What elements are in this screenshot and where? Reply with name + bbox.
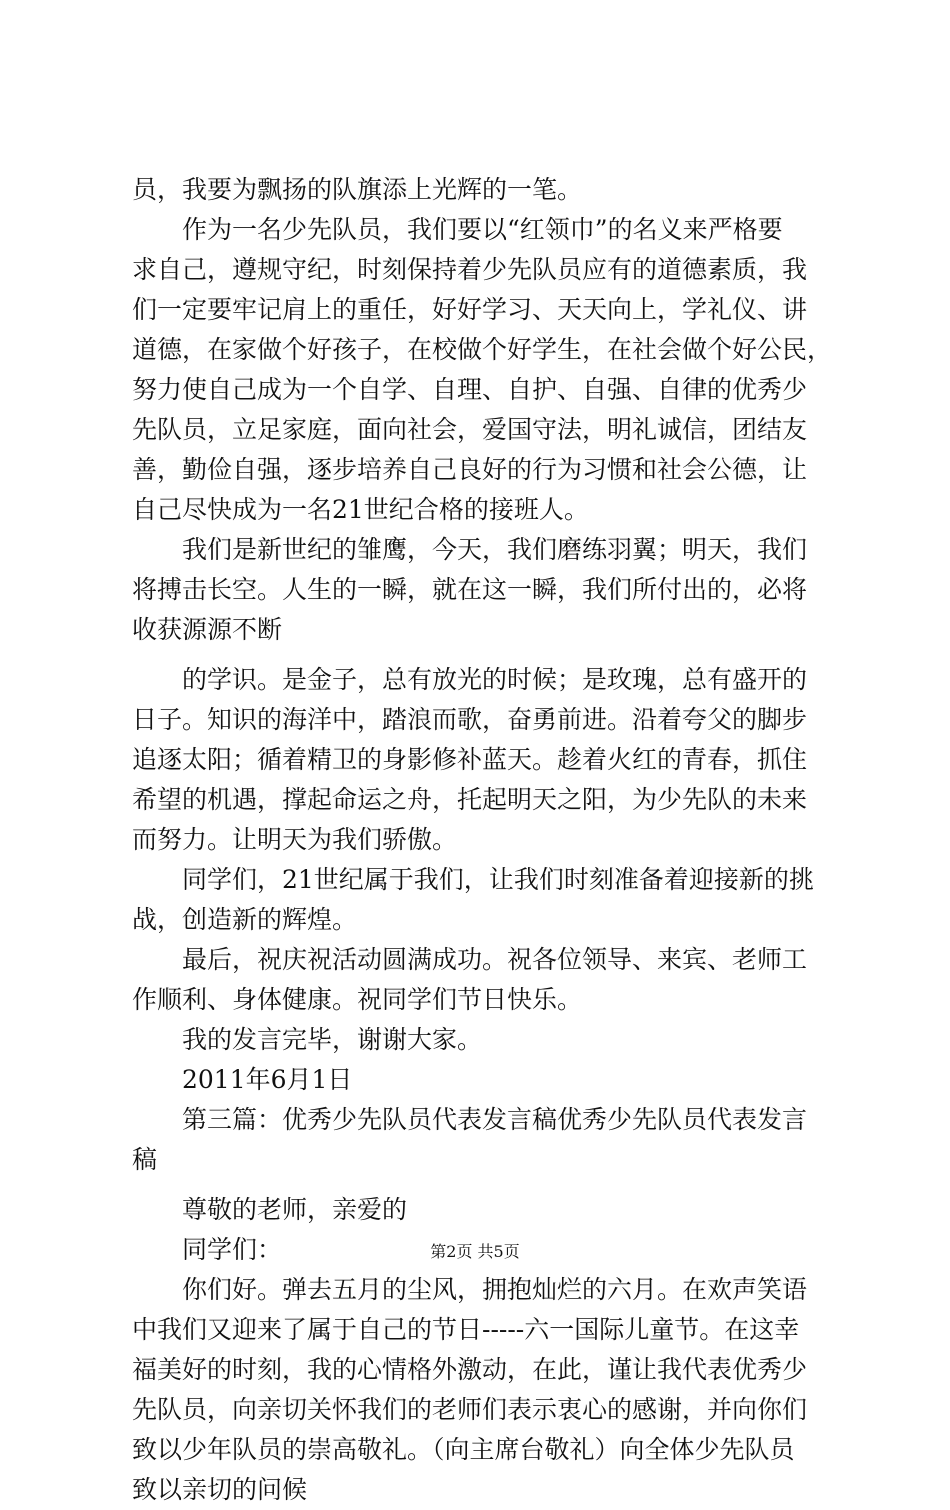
text-line: 善，勤俭自强，逐步培养自己良好的行为习惯和社会公德，让	[132, 455, 808, 484]
page-number-footer: 第2页 共5页	[430, 1242, 520, 1261]
text-line: 先队员，向亲切关怀我们的老师们表示衷心的感谢，并向你们	[132, 1395, 808, 1424]
text-line: 追逐太阳；循着精卫的身影修补蓝天。趁着火红的青春，抓住	[132, 745, 808, 774]
text-line: 自己尽快成为一名21世纪合格的接班人。	[132, 495, 589, 524]
text-line: 福美好的时刻，我的心情格外激动，在此，谨让我代表优秀少	[132, 1355, 808, 1384]
text-line: 中我们又迎来了属于自己的节日-----六一国际儿童节。在这幸	[132, 1315, 800, 1344]
text-line: 致以亲切的问候	[132, 1475, 308, 1504]
text-line: 们一定要牢记肩上的重任，好好学习、天天向上，学礼仪、讲	[132, 295, 808, 324]
section-heading-continued: 稿	[132, 1145, 158, 1174]
text-line: 最后，祝庆祝活动圆满成功。祝各位领导、来宾、老师工	[182, 945, 808, 974]
document-body	[132, 170, 842, 1510]
text-line: 作顺利、身体健康。祝同学们节日快乐。	[132, 985, 583, 1014]
text-line: 先队员，立足家庭，面向社会，爱国守法，明礼诚信，团结友	[132, 415, 808, 444]
text-line: 同学们，21世纪属于我们，让我们时刻准备着迎接新的挑	[182, 865, 814, 894]
text-line: 道德，在家做个好孩子，在校做个好学生，在社会做个好公民，	[132, 335, 833, 364]
text-line: 战，创造新的辉煌。	[132, 905, 358, 934]
text-line: 日子。知识的海洋中，踏浪而歌，奋勇前进。沿着夸父的脚步	[132, 705, 808, 734]
text-line: 求自己，遵规守纪，时刻保持着少先队员应有的道德素质，我	[132, 255, 808, 284]
text-line: 努力使自己成为一个自学、自理、自护、自强、自律的优秀少	[132, 375, 808, 404]
text-line: 作为一名少先队员，我们要以“红领巾”的名义来严格要	[182, 215, 783, 244]
text-line: 而努力。让明天为我们骄傲。	[132, 825, 458, 854]
salutation-line: 尊敬的老师，亲爱的	[182, 1195, 408, 1224]
section-heading: 第三篇：优秀少先队员代表发言稿优秀少先队员代表发言	[182, 1105, 808, 1134]
text-line: 员，我要为飘扬的队旗添上光辉的一笔。	[132, 175, 583, 204]
text-line: 我们是新世纪的雏鹰，今天，我们磨练羽翼；明天，我们	[182, 535, 808, 564]
text-line: 致以少年队员的崇高敬礼。（向主席台敬礼）向全体少先队员	[132, 1435, 795, 1464]
text-line: 我的发言完毕，谢谢大家。	[182, 1025, 483, 1054]
text-line: 的学识。是金子，总有放光的时候；是玫瑰，总有盛开的	[182, 665, 808, 694]
salutation-line: 同学们：	[182, 1235, 283, 1264]
text-line: 将搏击长空。人生的一瞬，就在这一瞬，我们所付出的，必将	[132, 575, 808, 604]
text-line: 收获源源不断	[132, 615, 283, 644]
text-line: 希望的机遇，撑起命运之舟，托起明天之阳，为少先队的未来	[132, 785, 808, 814]
date-line: 2011年6月1日	[182, 1065, 353, 1094]
text-line: 你们好。弹去五月的尘风，拥抱灿烂的六月。在欢声笑语	[182, 1275, 808, 1304]
